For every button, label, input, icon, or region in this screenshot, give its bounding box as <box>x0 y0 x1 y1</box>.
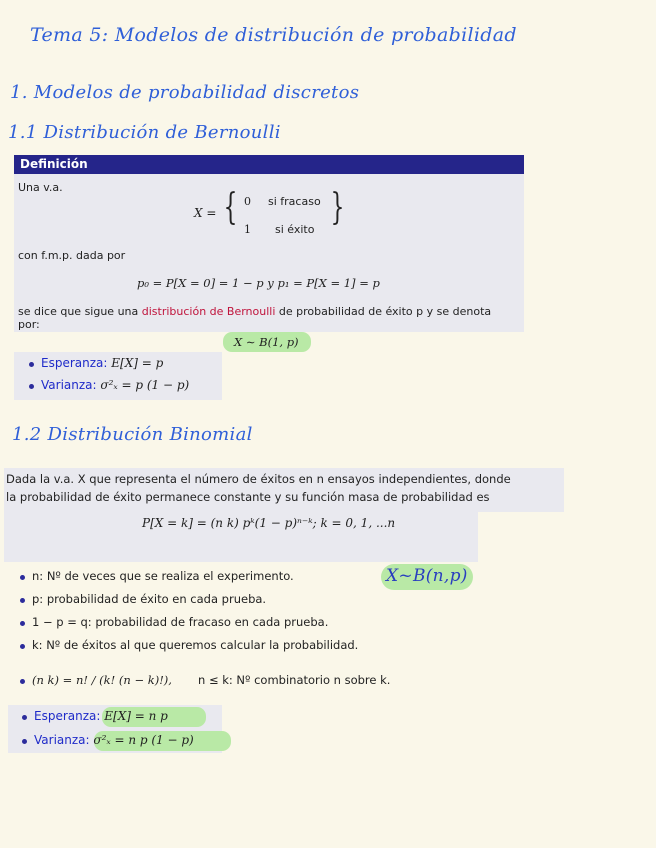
binomial-intro-line-1: Dada la v.a. X que representa el número de éxitos en n ensayos independientes, donde <box>6 472 511 486</box>
bullet <box>22 715 27 720</box>
combinatorial-text: n ≤ k: Nº combinatorio n sobre k. <box>198 673 391 687</box>
section-heading-1-2: 1.2 Distribución Binomial <box>12 424 253 445</box>
handwritten-binomial-notation: X~B(n,p) <box>386 566 468 586</box>
case-1-value: 1 <box>244 223 251 236</box>
varianza-label: Varianza: <box>34 733 90 747</box>
right-brace: } <box>330 187 345 228</box>
binomial-varianza <box>34 733 194 747</box>
esperanza-label: Esperanza: <box>34 709 101 723</box>
left-brace: { <box>223 187 238 228</box>
combinatorial-formula: (n k) = n! / (k! (n − k)!), <box>32 673 172 687</box>
item-n: n: Nº de veces que se realiza el experimento. <box>32 569 294 583</box>
bullet <box>22 739 27 744</box>
binomial-formula: P[X = k] = (n k) pᵏ(1 − p)ⁿ⁻ᵏ; k = 0, 1, ...n <box>142 516 396 530</box>
definition-header: Definición <box>14 155 524 174</box>
esperanza-label: Esperanza: <box>41 356 108 370</box>
definition-line-1 <box>18 305 491 318</box>
bernoulli-varianza <box>41 378 189 392</box>
line1-post: de probabilidad de éxito p y se denota <box>275 305 492 318</box>
item-q: 1 − p = q: probabilidad de fracaso en cada prueba. <box>32 615 329 629</box>
fmp-intro: con f.m.p. dada por <box>18 249 126 262</box>
varianza-value: σ²ₓ = n p (1 − p) <box>93 733 194 747</box>
line1-pre: se dice que sigue una <box>18 305 142 318</box>
case-0-value: 0 <box>244 195 251 208</box>
fmp-formula: p₀ = P[X = 0] = 1 − p y p₁ = P[X = 1] = p <box>137 276 380 290</box>
bullet <box>20 679 25 684</box>
bullet <box>29 362 34 367</box>
bullet <box>20 644 25 649</box>
case-0-text: si fracaso <box>268 195 321 208</box>
section-heading-1: 1. Modelos de probabilidad discretos <box>10 82 360 103</box>
bullet <box>20 621 25 626</box>
bullet <box>20 575 25 580</box>
bernoulli-notation: X ∼ B(1, p) <box>234 335 299 349</box>
definition-line-2: por: <box>18 318 40 331</box>
esperanza-value: E[X] = n p <box>104 709 168 723</box>
page-title: Tema 5: Modelos de distribución de probabilidad <box>30 24 517 46</box>
bullet <box>20 598 25 603</box>
varianza-value: σ²ₓ = p (1 − p) <box>100 378 190 392</box>
x-equals: X = <box>194 206 217 220</box>
bernoulli-esperanza <box>41 356 163 370</box>
case-1-text: si éxito <box>275 223 315 236</box>
binomial-esperanza <box>34 709 168 723</box>
varianza-label: Varianza: <box>41 378 97 392</box>
binomial-intro-line-2: la probabilidad de éxito permanece constante y su función masa de probabilidad es <box>6 490 490 504</box>
definition-intro: Una v.a. <box>18 181 63 194</box>
bernoulli-term: distribución de Bernoulli <box>141 305 276 318</box>
section-heading-1-1: 1.1 Distribución de Bernoulli <box>8 122 281 143</box>
bullet <box>29 384 34 389</box>
item-p: p: probabilidad de éxito en cada prueba. <box>32 592 267 606</box>
item-k: k: Nº de éxitos al que queremos calcular la probabilidad. <box>32 638 359 652</box>
esperanza-value: E[X] = p <box>111 356 164 370</box>
